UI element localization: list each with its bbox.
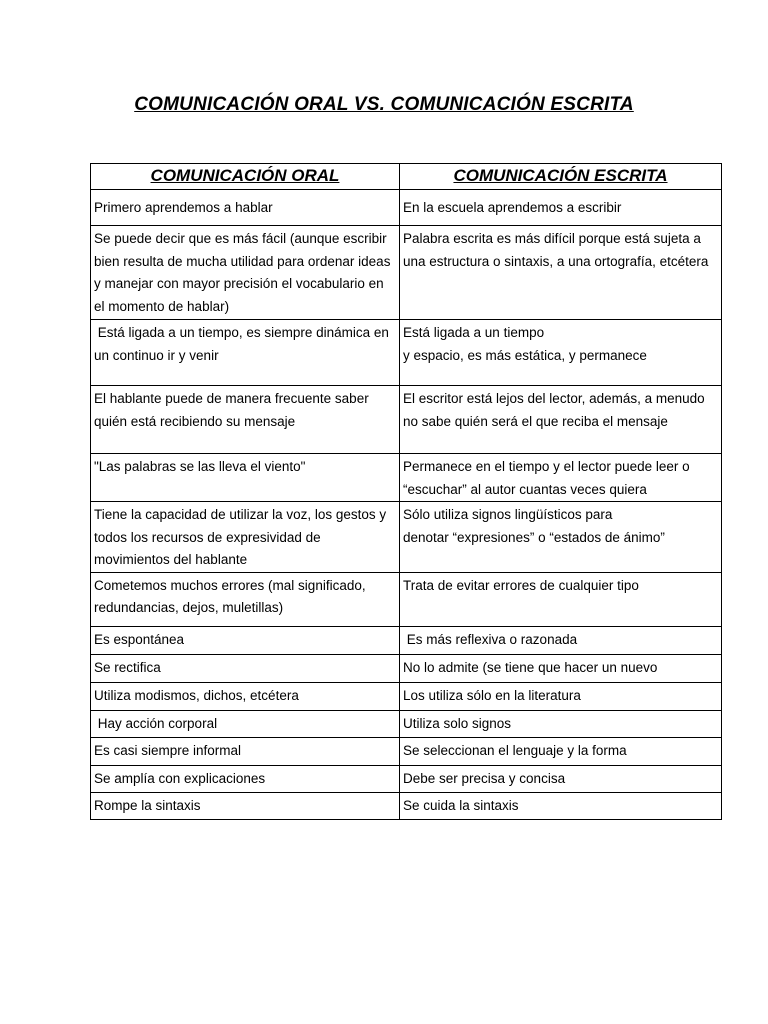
table-row [91,386,722,454]
cell-escrita: Debe ser precisa y concisa [400,765,722,792]
cell-oral: Cometemos muchos errores (mal significado, redundancias, dejos, muletillas) [91,572,400,626]
cell-oral: Se rectifica [91,654,400,682]
table-row [91,765,722,792]
table-row [91,654,722,682]
table-row [91,737,722,765]
cell-oral: Utiliza modismos, dichos, etcétera [91,682,400,710]
cell-oral: Rompe la sintaxis [91,792,400,819]
document-title: COMUNICACIÓN ORAL VS. COMUNICACIÓN ESCRITA [134,94,634,115]
cell-oral: Es casi siempre informal [91,737,400,765]
cell-escrita: Está ligada a un tiempo y espacio, es más estática, y permanece [400,320,722,386]
cell-escrita: El escritor está lejos del lector, además, a menudo no sabe quién será el que reciba el mensaje [400,386,722,454]
cell-escrita: Permanece en el tiempo y el lector puede leer o “escuchar” al autor cuantas veces quiera [400,454,722,502]
cell-escrita: Sólo utiliza signos lingüísticos para denotar “expresiones” o “estados de ánimo” [400,502,722,573]
cell-oral: Es espontánea [91,626,400,654]
cell-escrita: Trata de evitar errores de cualquier tipo [400,572,722,626]
cell-escrita: Los utiliza sólo en la literatura [400,682,722,710]
cell-escrita: En la escuela aprendemos a escribir [400,190,722,226]
table-row [91,226,722,320]
table-row [91,454,722,502]
cell-escrita: Se seleccionan el lenguaje y la forma [400,737,722,765]
cell-oral: Está ligada a un tiempo, es siempre dinámica en un continuo ir y venir [91,320,400,386]
cell-escrita: Se cuida la sintaxis [400,792,722,819]
cell-oral: El hablante puede de manera frecuente saber quién está recibiendo su mensaje [91,386,400,454]
cell-oral: "Las palabras se las lleva el viento" [91,454,400,502]
table-row [91,320,722,386]
table-row [91,190,722,226]
cell-oral: Hay acción corporal [91,710,400,737]
cell-oral: Primero aprendemos a hablar [91,190,400,226]
header-oral: COMUNICACIÓN ORAL [91,164,400,190]
table-row [91,572,722,626]
cell-oral: Se puede decir que es más fácil (aunque escribir bien resulta de mucha utilidad para ordenar ideas y manejar con mayor precisión el vocabulario en el momento de hablar) [91,226,400,320]
table-row [91,682,722,710]
cell-escrita: Es más reflexiva o razonada [400,626,722,654]
comparison-table [90,163,722,820]
table-row [91,626,722,654]
table-row [91,710,722,737]
cell-escrita: No lo admite (se tiene que hacer un nuevo [400,654,722,682]
header-escrita: COMUNICACIÓN ESCRITA [400,164,722,190]
cell-escrita: Palabra escrita es más difícil porque está sujeta a una estructura o sintaxis, a una ortografía, etcétera [400,226,722,320]
cell-oral: Tiene la capacidad de utilizar la voz, los gestos y todos los recursos de expresividad de movimientos del hablante [91,502,400,573]
cell-escrita: Utiliza solo signos [400,710,722,737]
table-row [91,502,722,573]
table-row [91,792,722,819]
cell-oral: Se amplía con explicaciones [91,765,400,792]
table-header-row [91,164,722,190]
